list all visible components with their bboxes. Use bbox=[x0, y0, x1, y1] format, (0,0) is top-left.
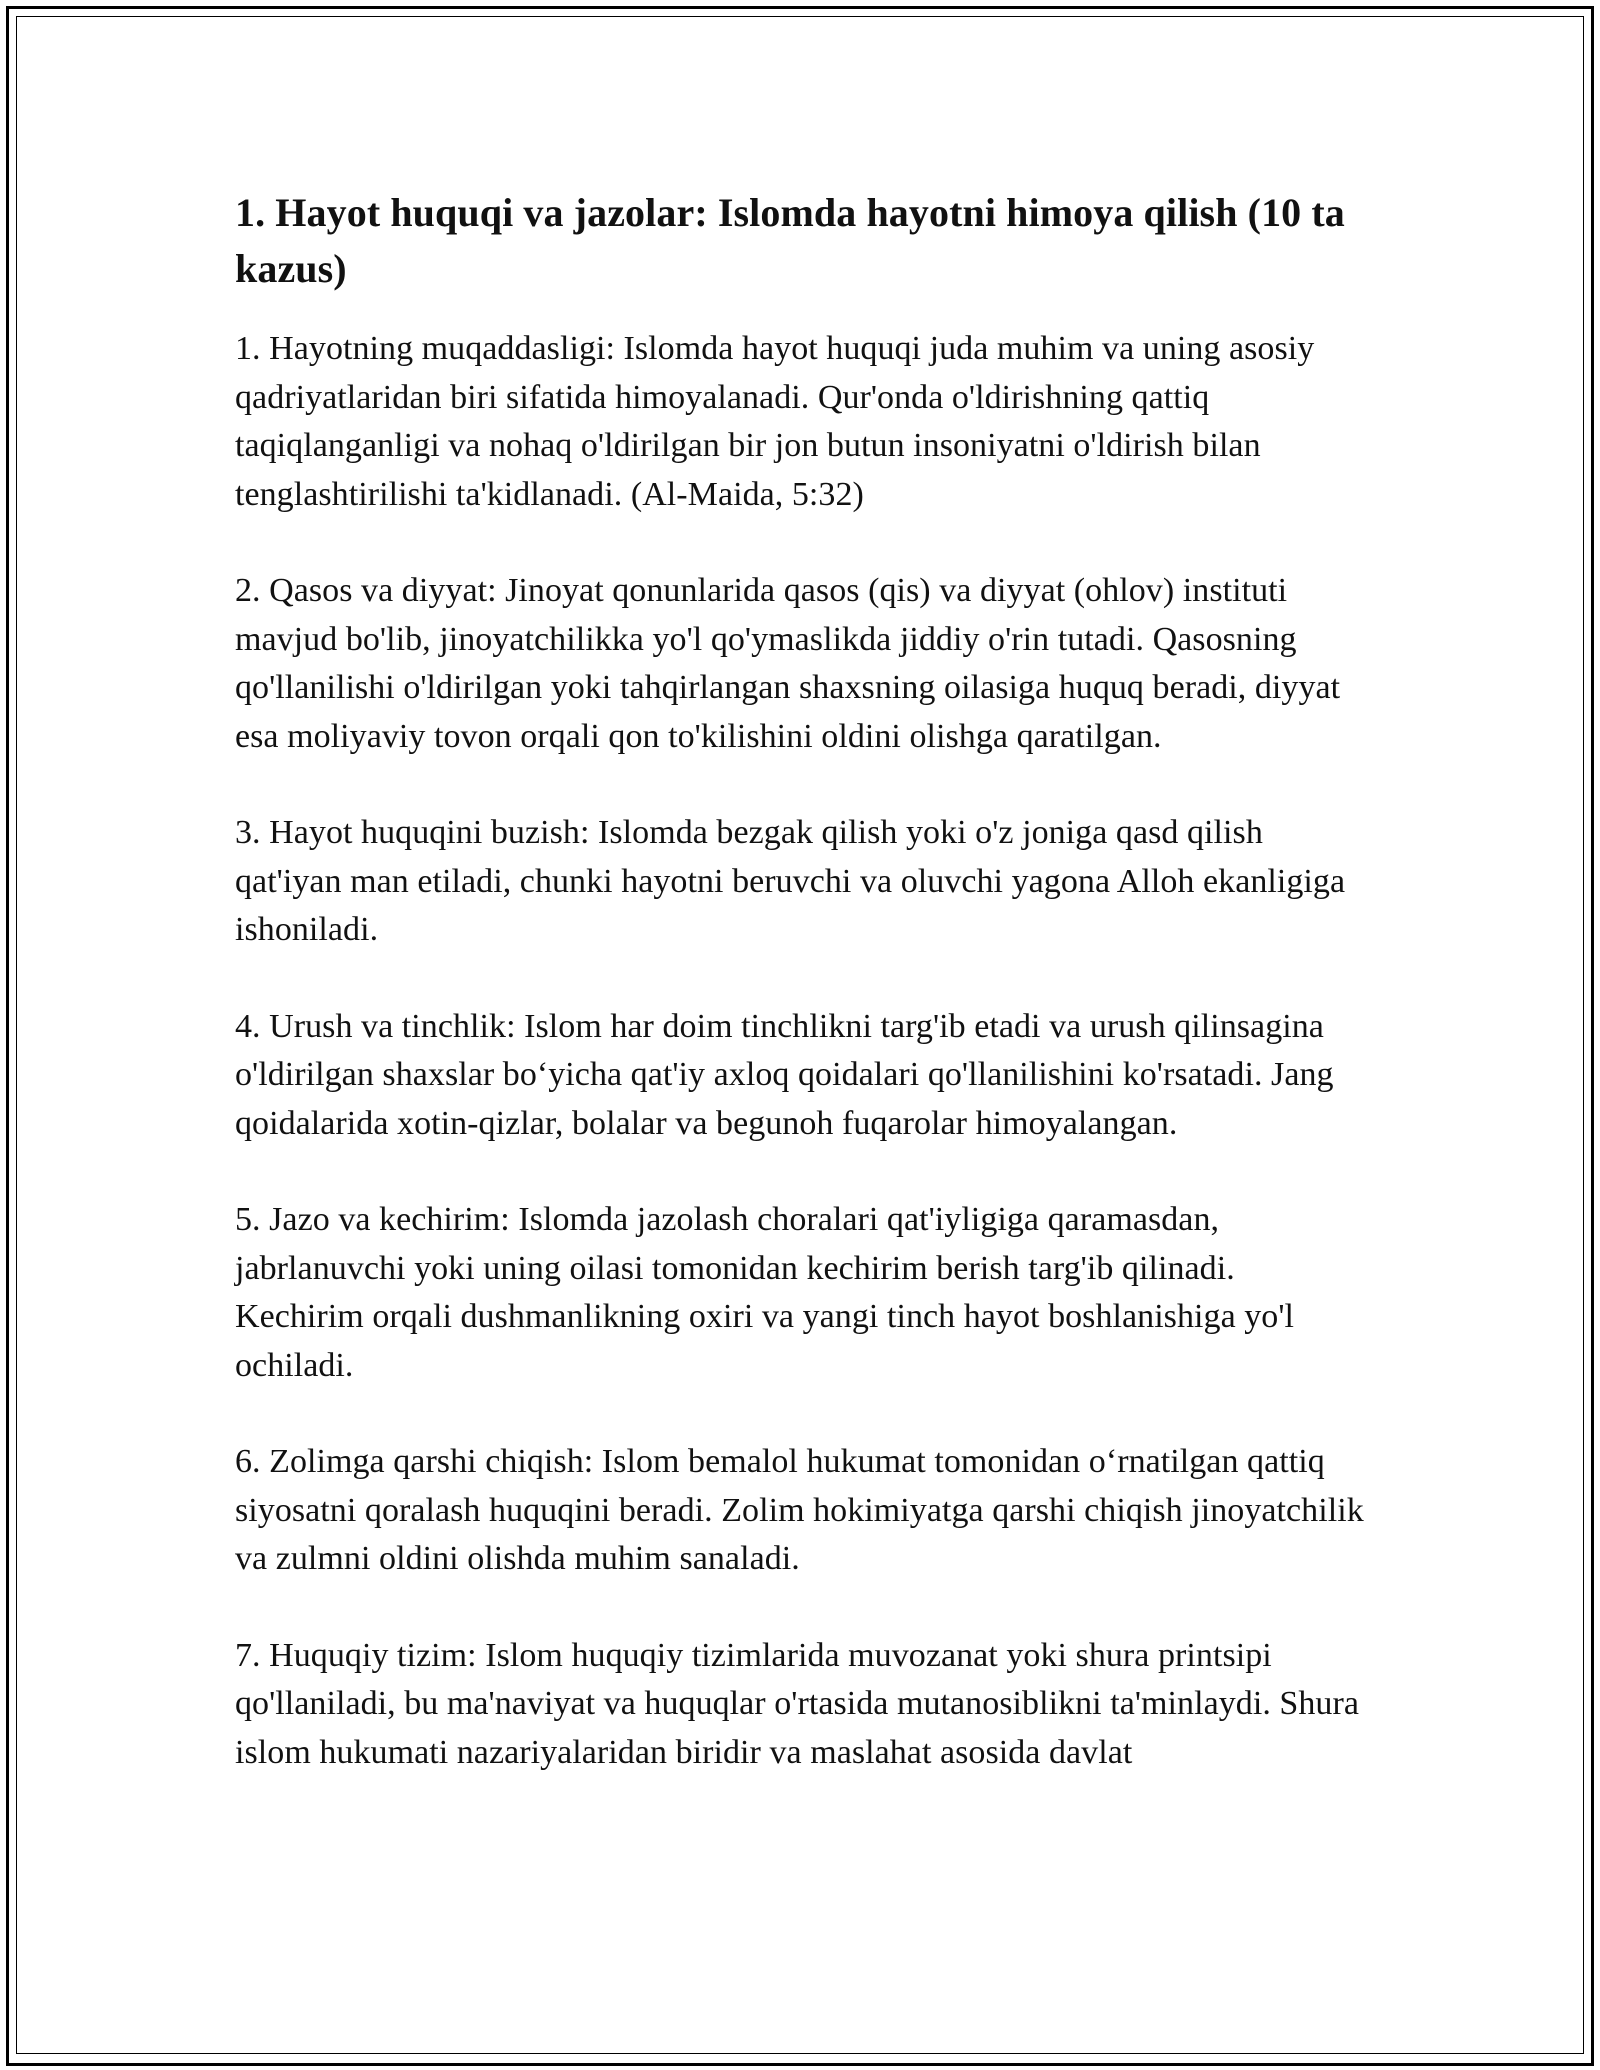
document-title: 1. Hayot huquqi va jazolar: Islomda hayotni himoya qilish (10 ta kazus) bbox=[235, 190, 1345, 291]
paragraph-1: 1. Hayotning muqaddasligi: Islomda hayot huquqi juda muhim va uning asosiy qadriyatlaridan biri sifatida himoyalanadi. Qur'onda o'ldirishning qattiq taqiqlanganligi va nohaq o'ldirilgan bir jon butun insoniyatni o'ldirish bilan tenglashtirilishi ta'kidlanadi. (Al-Maida, 5:32) bbox=[235, 330, 1315, 513]
paragraph-6: 6. Zolimga qarshi chiqish: Islom bemalol hukumat tomonidan o‘rnatilgan qattiq siyosatni qoralash huquqini beradi. Zolim hokimiyatga qarshi chiqish jinoyatchilik va zulmni oldini olishda muhim sanaladi. bbox=[235, 1443, 1364, 1577]
paragraph-7: 7. Huquqiy tizim: Islom huquqiy tizimlarida muvozanat yoki shura printsipi qo'llaniladi, bu ma'naviyat va huquqlar o'rtasida mutanosiblikni ta'minlaydi. Shura islom hukumati nazariyalaridan biridir va maslahat asosida davlat bbox=[235, 1636, 1359, 1771]
paragraph-3: 3. Hayot huquqini buzish: Islomda bezgak qilish yoki o'z joniga qasd qilish qat'iyan man etiladi, chunki hayotni beruvchi va oluvchi yagona Alloh ekanligiga ishoniladi. bbox=[235, 814, 1346, 948]
paragraph-4: 4. Urush va tinchlik: Islom har doim tinchlikni targ'ib etadi va urush qilinsagina o'ldirilgan shaxslar bo‘yicha qat'iy axloq qoidalari qo'llanilishini ko'rsatadi. Jang qoidalarida xotin-qizlar, bolalar va begunoh fuqarolar himoyalangan. bbox=[235, 1007, 1334, 1142]
document-body bbox=[235, 185, 1370, 1825]
paragraph-5: 5. Jazo va kechirim: Islomda jazolash choralari qat'iyligiga qaramasdan, jabrlanuvchi yoki uning oilasi tomonidan kechirim berish targ'ib qilinadi. Kechirim orqali dushmanlikning oxiri va yangi tinch hayot boshlanishiga yo'l ochiladi. bbox=[235, 1201, 1295, 1384]
paragraph-2: 2. Qasos va diyyat: Jinoyat qonunlarida qasos (qis) va diyyat (ohlov) instituti mavjud bo'lib, jinoyatchilikka yo'l qo'ymaslikda jiddiy o'rin tutadi. Qasosning qo'llanilishi o'ldirilgan yoki tahqirlangan shaxsning oilasiga huquq beradi, diyyat esa moliyaviy tovon orqali qon to'kilishini oldini olishga qaratilgan. bbox=[235, 572, 1341, 755]
